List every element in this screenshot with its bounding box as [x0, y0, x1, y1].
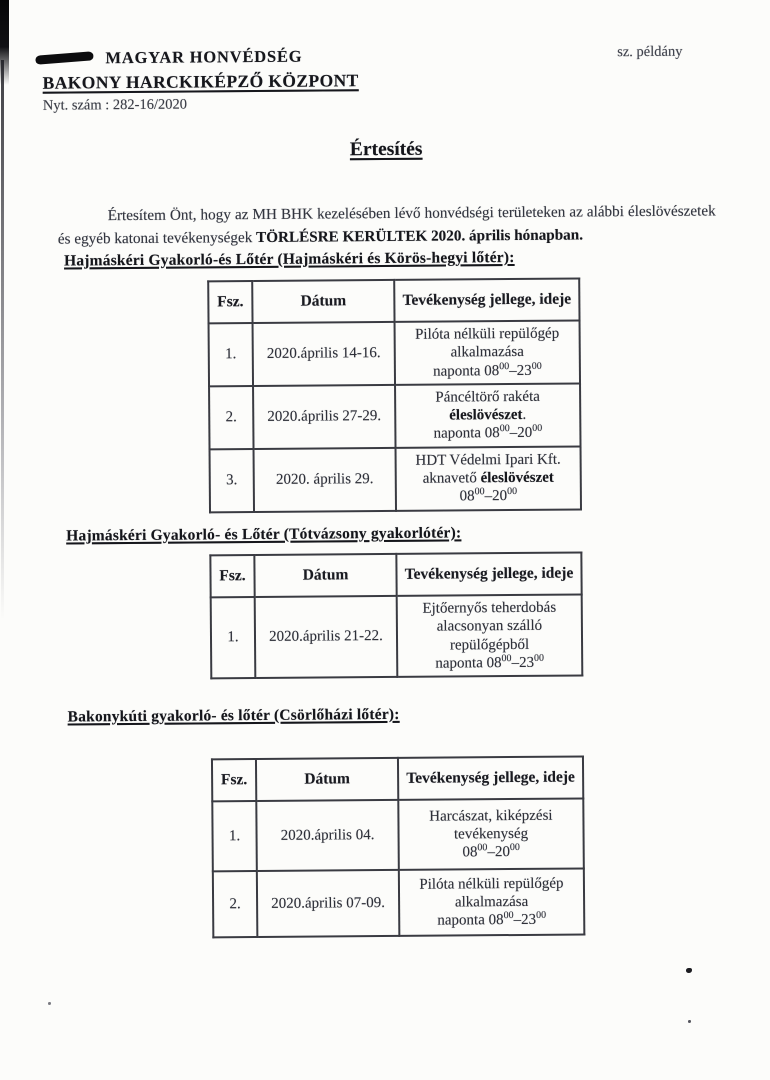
cell-index: 1.	[212, 801, 257, 871]
text-run: repülőgépből	[449, 636, 530, 654]
text-run: 00	[531, 360, 542, 372]
column-header-activity: Tevékenység jellege, ideje	[394, 278, 579, 321]
text-run: 00	[499, 360, 510, 372]
column-header-fsz: Fsz.	[212, 759, 256, 801]
bold-text-run: TÖRLÉSRE KERÜLTEK 2020. április hónapban.	[255, 226, 584, 247]
table-row	[209, 320, 580, 386]
activity-line	[401, 406, 574, 426]
table-header-row	[208, 278, 579, 323]
cell-activity	[399, 868, 585, 935]
activity-line	[403, 653, 576, 673]
column-header-fsz: Fsz.	[210, 555, 254, 597]
activity-line	[401, 361, 574, 381]
text-run: alacsonyan szálló	[436, 618, 543, 635]
table-header-row	[212, 756, 583, 801]
activity-line	[402, 450, 575, 470]
activity-line	[403, 599, 576, 619]
activity-line	[401, 343, 574, 363]
text-run: aknavető	[422, 470, 481, 487]
cell-date: 2020.április 04.	[256, 800, 399, 871]
text-run: Pilóta nélküli repülőgép	[419, 875, 564, 893]
text-run: alkalmazása	[454, 893, 529, 911]
org-name-line2: BAKONY HARCKIKÉPZŐ KÖZPONT	[42, 70, 359, 93]
bold-text-run: éleslövészet	[449, 407, 523, 424]
text-run: –23	[511, 654, 535, 671]
org-name-line1: MAGYAR HONVÉDSÉG	[105, 46, 303, 68]
cell-index: 2.	[209, 386, 253, 449]
text-run: 00	[499, 423, 510, 435]
activity-line	[405, 892, 578, 912]
cell-activity	[395, 320, 580, 384]
text-run: .	[522, 407, 527, 424]
text-run: alkalmazása	[450, 344, 524, 361]
text-run: 00	[533, 652, 545, 664]
text-run: 08	[462, 844, 478, 861]
table-row	[211, 594, 583, 678]
cell-activity	[397, 594, 583, 677]
schedule-table-bakonykuti	[211, 755, 585, 938]
column-header-datum: Dátum	[256, 758, 398, 801]
text-run: naponta 08	[433, 425, 500, 443]
activity-line	[401, 424, 574, 444]
column-header-datum: Dátum	[254, 554, 396, 597]
text-run: 00	[474, 486, 485, 498]
cell-index: 2.	[213, 871, 258, 937]
column-header-activity: Tevékenység jellege, ideje	[396, 552, 581, 595]
section-heading-bakonykuti: Bakonykúti gyakorló- és lőtér (Csörlőházi lőtér):	[67, 705, 400, 726]
text-run: 00	[477, 842, 488, 854]
activity-line	[405, 911, 578, 931]
table-row	[213, 868, 585, 937]
text-run: 00	[501, 652, 512, 664]
cell-date: 2020.április 07-09.	[257, 870, 400, 937]
activity-line	[405, 843, 578, 863]
cell-date: 2020.április 27-29.	[253, 385, 395, 449]
activity-line	[405, 874, 578, 894]
cell-activity	[398, 798, 584, 869]
activity-line	[404, 824, 577, 844]
text-run: –20	[509, 425, 533, 442]
text-run: Harcászat, kiképzési	[429, 807, 553, 825]
cell-activity	[396, 446, 581, 510]
text-run: Ejtőernyős teherdobás	[422, 599, 557, 617]
text-run: 00	[503, 910, 514, 922]
text-run: naponta 08	[432, 362, 500, 380]
cell-index: 1.	[211, 597, 256, 679]
text-run: –20	[487, 844, 511, 861]
text-run: 00	[507, 486, 518, 498]
text-run: tevékenység	[453, 825, 529, 843]
activity-line	[403, 617, 576, 637]
text-run: naponta 08	[435, 654, 502, 672]
text-run: 08	[459, 488, 475, 505]
section-heading-hajmaskeri-koroshegyi: Hajmáskéri Gyakorló-és Lőtér (Hajmáskéri és Körös-hegyi lőtér):	[63, 248, 515, 270]
section-heading-totvazsony: Hajmáskéri Gyakorló- és Lőtér (Tótvázsony gyakorlótér):	[66, 524, 462, 545]
text-run: 00	[536, 909, 547, 921]
document-title: Értesítés	[349, 138, 423, 161]
column-header-fsz: Fsz.	[208, 281, 252, 323]
table-header-row	[210, 552, 581, 597]
column-header-activity: Tevékenység jellege, ideje	[398, 756, 583, 799]
activity-line	[402, 469, 575, 489]
cell-date: 2020.április 14-16.	[253, 322, 395, 386]
registry-number: Nyt. szám : 282-16/2020	[42, 96, 188, 114]
text-run: Pilóta nélküli repülőgép	[414, 325, 560, 343]
activity-line	[401, 387, 574, 407]
text-run: –23	[513, 911, 537, 929]
cell-activity	[395, 383, 580, 447]
bold-text-run: éleslövészet	[480, 469, 554, 487]
text-run: Páncéltörő rakéta	[435, 388, 540, 406]
copy-number-note: sz. példány	[617, 43, 683, 61]
text-run: 00	[509, 842, 520, 854]
activity-line	[404, 806, 577, 826]
text-run: naponta 08	[437, 912, 504, 929]
text-run: 00	[532, 423, 543, 435]
table-row	[209, 383, 580, 449]
letterhead	[42, 46, 359, 114]
activity-line	[402, 487, 575, 507]
text-run: Értesítem Önt, hogy az MH BHK kezelésében lévő honvédségi területeken az alábbi éleslövészetek és egyéb katonai tevékenységek	[57, 202, 716, 248]
schedule-table-totvazsony	[209, 551, 583, 679]
text-run: HDT Védelmi Ipari Kft.	[415, 451, 561, 469]
cell-date: 2020.április 21-22.	[255, 596, 398, 678]
cell-index: 1.	[209, 323, 253, 386]
cell-date: 2020. április 29.	[254, 448, 396, 512]
text-run: –20	[484, 488, 508, 505]
column-header-datum: Dátum	[252, 280, 394, 323]
text-run: –23	[509, 362, 532, 379]
intro-paragraph	[58, 201, 716, 252]
activity-line	[401, 325, 574, 345]
table-row	[210, 446, 581, 512]
table-row	[212, 798, 584, 871]
cell-index: 3.	[210, 449, 254, 512]
schedule-table-hajmaskeri-koroshegyi	[207, 277, 582, 513]
activity-line	[403, 635, 576, 655]
